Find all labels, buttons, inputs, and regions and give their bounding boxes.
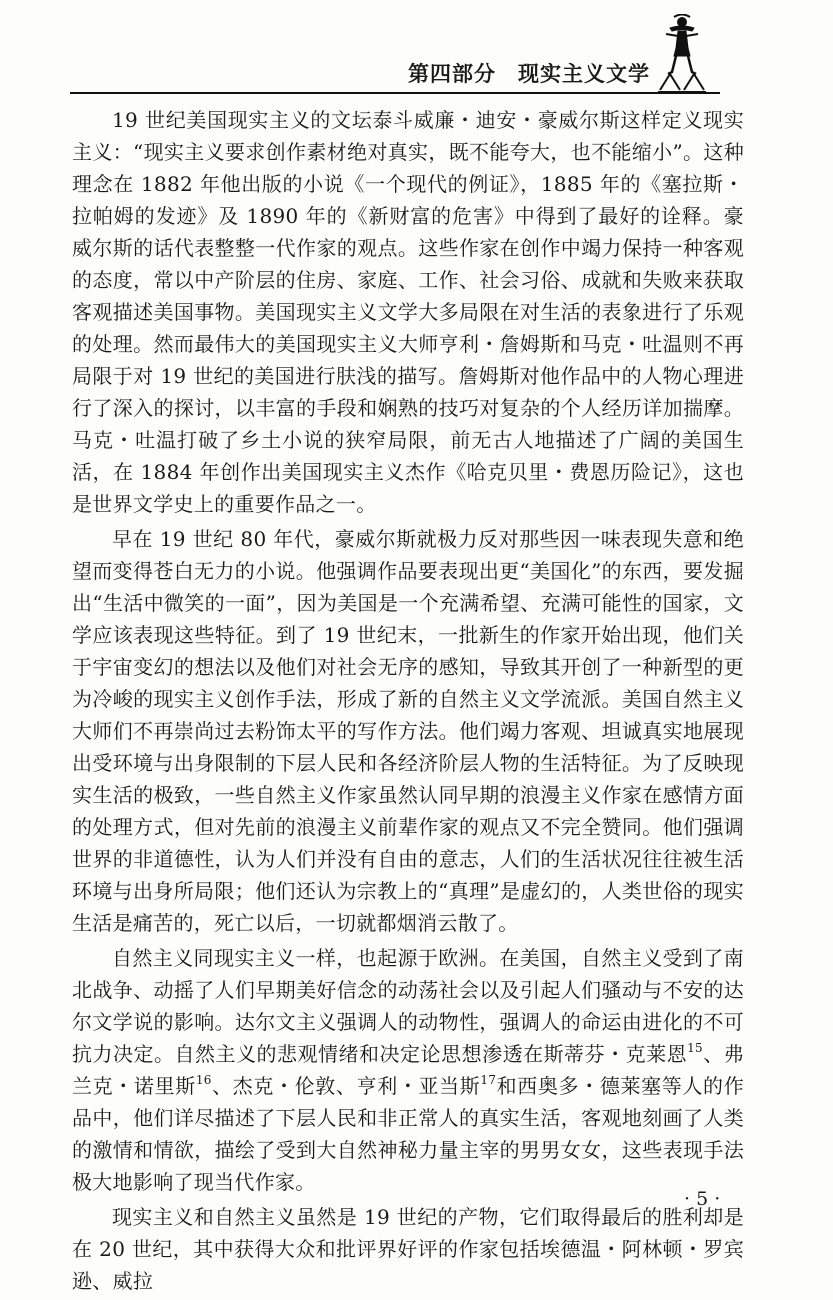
article-body	[72, 104, 744, 1300]
page-number: · 5 ·	[684, 1188, 721, 1210]
paragraph: 现实主义和自然主义虽然是 19 世纪的产物，它们取得最后的胜利却是在 20 世纪，其中获得大众和批评界好评的作家包括埃德温・阿林顿・罗宾逊、威拉	[72, 1205, 744, 1293]
paragraph: 早在 19 世纪 80 年代，豪威尔斯就极力反对那些因一味表现失意和绝望而变得苍白无力的小说。他强调作品要表现出更“美国化”的东西，要发掘出“生活中微笑的一面”，因为美国是一个充满希望、充满可能性的国家，文学应该表现这些特征。到了 19 世纪末，一批新生的作家开始出现，他们关于宇宙变幻的想法以及他们对社会无序的感知，导致其开创了一种新型的更为冷峻的现实主义创作手法，形成了新的自然主义文学流派。美国自然主义大师们不再崇尚过去粉饰太平的写作方法。他们竭力客观、坦诚真实地展现出受环境与出身限制的下层人民和各经济阶层人物的生活特征。为了反映现实生活的极致，一些自然主义作家虽然认同早期的浪漫主义作家在感情方面的处理方式，但对先前的浪漫主义前辈作家的观点又不完全赞同。他们强调世界的非道德性，认为人们并没有自由的意志，人们的生活状况往往被生活环境与出身所局限；他们还认为宗教上的“真理”是虚幻的，人类世俗的现实生活是痛苦的，死亡以后，一切就都烟消云散了。	[72, 527, 744, 935]
figure-ornament-icon	[656, 14, 708, 98]
footnote-ref: 15	[687, 1041, 703, 1055]
paragraph-text: 自然主义同现实主义一样，也起源于欧洲。在美国，自然主义受到了南北战争、动摇了人们早期美好信念的动荡社会以及引起人们骚动与不安的达尔文学说的影响。达尔文主义强调人的动物性，强调人的命运由进化的不可抗力决定。自然主义的悲观情绪和决定论思想渗透在斯蒂芬・克莱恩	[72, 946, 744, 1066]
paragraph-text: 和西奥多・德莱塞等人的作品中，他们详尽描述了下层人民和非正常人的真实生活，客观地刻画了人类的激情和情欲，描绘了受到大自然神秘力量主宰的男男女女，这些表现手法极大地影响了现当代作家。	[72, 1074, 744, 1194]
footnote-ref: 17	[480, 1073, 497, 1087]
paragraph	[72, 942, 744, 1198]
footnote-ref: 16	[195, 1073, 212, 1087]
dancing-figure-icon	[656, 14, 708, 98]
section-title: 第四部分 现实主义文学	[408, 61, 650, 86]
paragraph: 19 世纪美国现实主义的文坛泰斗威廉・迪安・豪威尔斯这样定义现实主义：“现实主义要求创作素材绝对真实，既不能夸大，也不能缩小”。这种理念在 1882 年他出版的小说《一个现代的例证》，1885 年的《塞拉斯・拉帕姆的发迹》及 1890 年的《新财富的危害》中得到了最好的诠释。豪威尔斯的话代表整整一代作家的观点。这些作家在创作中竭力保持一种客观的态度，常以中产阶层的住房、家庭、工作、社会习俗、成就和失败来获取客观描述美国事物。美国现实主义文学大多局限在对生活的表象进行了乐观的处理。然而最伟大的美国现实主义大师亨利・詹姆斯和马克・吐温则不再局限于对 19 世纪的美国进行肤浅的描写。詹姆斯对他作品中的人物心理进行了深入的探讨，以丰富的手段和娴熟的技巧对复杂的个人经历详加揣摩。马克・吐温打破了乡土小说的狭窄局限，前无古人地描述了广阔的美国生活，在 1884 年创作出美国现实主义杰作《哈克贝里・费恩历险记》，这也是世界文学史上的重要作品之一。	[72, 108, 744, 516]
header-divider	[70, 92, 720, 94]
paragraph-text: 、弗兰克・诺里斯	[72, 1042, 744, 1098]
paragraph-text: 、杰克・伦敦、亨利・亚当斯	[211, 1074, 481, 1098]
running-header	[70, 52, 720, 88]
